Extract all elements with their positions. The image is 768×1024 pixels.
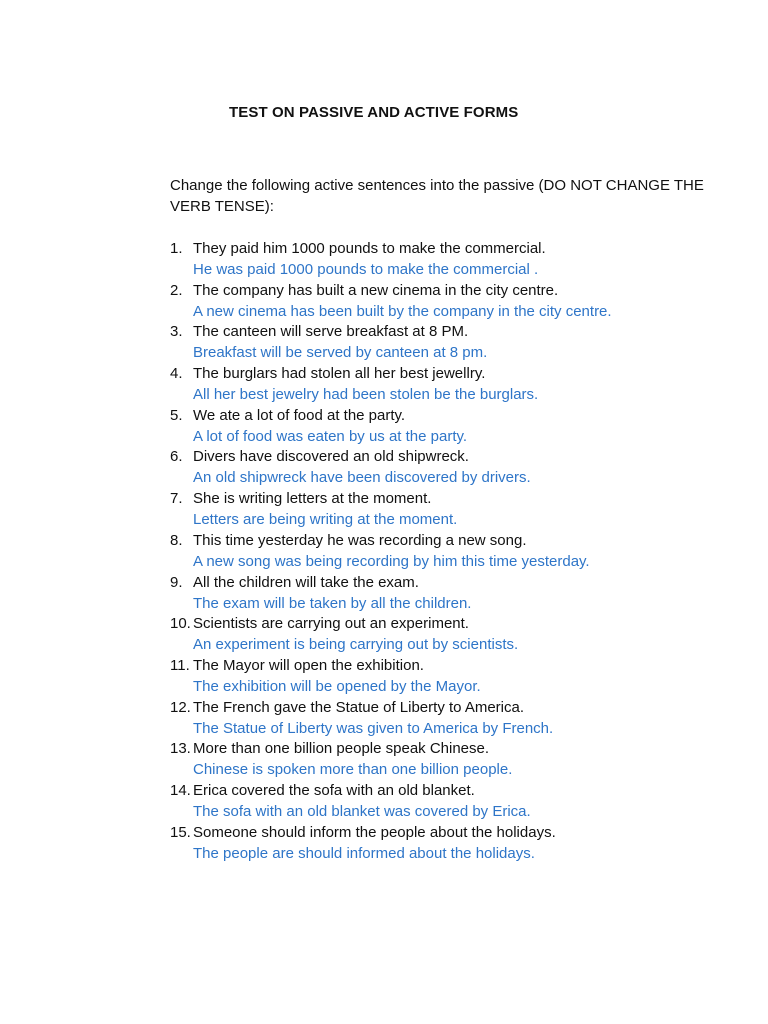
item-number: 9. — [170, 573, 183, 591]
active-sentence: More than one billion people speak Chinese. — [193, 740, 490, 758]
exercise-item — [170, 280, 750, 322]
passive-answer: An experiment is being carrying out by scientists. — [193, 636, 519, 654]
page-title: TEST ON PASSIVE AND ACTIVE FORMS — [229, 104, 519, 121]
exercise-item — [170, 238, 750, 280]
item-number: 7. — [170, 490, 183, 508]
item-number: 6. — [170, 448, 183, 466]
item-number: 10. — [170, 615, 191, 633]
passive-answer: A lot of food was eaten by us at the party. — [193, 427, 468, 445]
item-number: 13. — [170, 740, 191, 758]
item-number: 3. — [170, 323, 183, 341]
exercise-item — [170, 822, 750, 864]
active-sentence: We ate a lot of food at the party. — [193, 406, 406, 424]
item-number: 11. — [170, 656, 190, 674]
item-number: 8. — [170, 531, 183, 549]
active-sentence: Divers have discovered an old shipwreck. — [193, 448, 469, 466]
exercise-item — [170, 738, 750, 780]
exercise-list — [170, 238, 750, 863]
passive-answer: The exhibition will be opened by the Mayor. — [193, 677, 481, 695]
exercise-item — [170, 780, 750, 822]
passive-answer: Breakfast will be served by canteen at 8 pm. — [193, 344, 488, 362]
item-number: 15. — [170, 823, 191, 841]
active-sentence: The burglars had stolen all her best jewellry. — [193, 365, 486, 383]
active-sentence: They paid him 1000 pounds to make the commercial. — [193, 240, 546, 257]
active-sentence: This time yesterday he was recording a new song. — [193, 531, 527, 549]
exercise-item — [170, 530, 750, 572]
active-sentence: The canteen will serve breakfast at 8 PM. — [193, 323, 469, 341]
active-sentence: The company has built a new cinema in the city centre. — [193, 281, 559, 299]
exercise-item — [170, 655, 750, 697]
active-sentence: Erica covered the sofa with an old blanket. — [193, 781, 475, 799]
passive-answer: The Statue of Liberty was given to America by French. — [193, 719, 554, 737]
item-number: 5. — [170, 406, 183, 424]
passive-answer: The people are should informed about the holidays. — [193, 844, 535, 862]
item-number: 14. — [170, 781, 191, 799]
item-number: 1. — [170, 240, 183, 257]
exercise-item — [170, 488, 750, 530]
exercise-item — [170, 446, 750, 488]
active-sentence: She is writing letters at the moment. — [193, 490, 432, 508]
exercise-item — [170, 572, 750, 614]
instructions-text: Change the following active sentences into the passive (DO NOT CHANGE THE VERB TENSE): — [170, 177, 704, 215]
exercise-item — [170, 697, 750, 739]
passive-answer: He was paid 1000 pounds to make the commercial . — [193, 261, 539, 278]
passive-answer: An old shipwreck have been discovered by drivers. — [193, 469, 531, 487]
passive-answer: Chinese is spoken more than one billion people. — [193, 761, 513, 779]
item-number: 2. — [170, 281, 183, 299]
passive-answer: All her best jewelry had been stolen be the burglars. — [193, 386, 539, 404]
passive-answer: A new song was being recording by him this time yesterday. — [193, 552, 590, 570]
active-sentence: Scientists are carrying out an experiment. — [193, 615, 469, 633]
exercise-item — [170, 405, 750, 447]
exercise-item — [170, 613, 750, 655]
passive-answer: A new cinema has been built by the company in the city centre. — [193, 302, 612, 320]
active-sentence: The French gave the Statue of Liberty to America. — [193, 698, 525, 716]
active-sentence: All the children will take the exam. — [193, 573, 419, 591]
item-number: 12. — [170, 698, 191, 716]
active-sentence: Someone should inform the people about the holidays. — [193, 823, 556, 841]
active-sentence: The Mayor will open the exhibition. — [193, 656, 424, 674]
passive-answer: Letters are being writing at the moment. — [193, 511, 458, 529]
passive-answer: The sofa with an old blanket was covered by Erica. — [193, 802, 531, 820]
exercise-item — [170, 363, 750, 405]
passive-answer: The exam will be taken by all the children. — [193, 594, 472, 612]
exercise-item — [170, 321, 750, 363]
item-number: 4. — [170, 365, 183, 383]
